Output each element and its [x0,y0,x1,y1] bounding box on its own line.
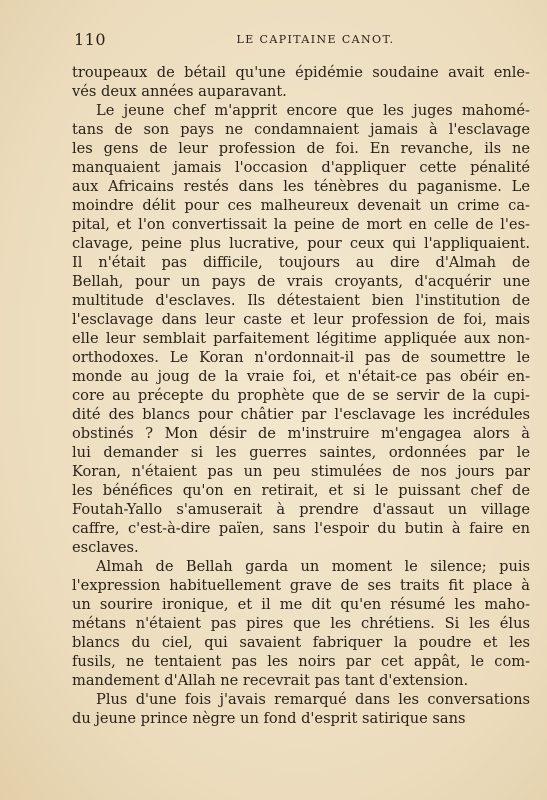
text-line: dité des blancs pour châtier par l'esclavage les incrédules [72,406,530,423]
text-line: Le jeune chef m'apprit encore que les juges mahomé- [96,102,530,119]
text-line: Plus d'une fois j'avais remarqué dans les conversations [96,691,530,708]
text-line: métans n'étaient pas pires que les chrétiens. Si les élus [72,615,530,632]
text-line: clavage, peine plus lucrative, pour ceux qui l'appliquaient. [72,235,530,252]
page-number: 110 [74,30,107,49]
text-line: tans de son pays ne condamnaient jamais à l'esclavage [72,121,530,138]
text-line: les bénéfices qu'on en retirait, et si le puissant chef de [72,482,530,499]
paragraph [72,557,530,690]
text-line: Koran, n'étaient pas un peu stimulées de nos jours par [72,463,530,480]
text-line: du jeune prince nègre un fond d'esprit satirique sans [72,710,466,727]
text-line: Bellah, pour un pays de vrais croyants, d'acquérir une [72,273,530,290]
text-line: orthodoxes. Le Koran n'ordonnait-il pas de soumettre le [72,349,530,366]
body-text [72,63,530,728]
text-line: manquaient jamais l'occasion d'appliquer cette pénalité [72,159,530,176]
text-line: lui demander si les guerres saintes, ordonnées par le [72,444,530,461]
text-line: multitude d'esclaves. Ils détestaient bien l'institution de [72,292,530,309]
text-line: Almah de Bellah garda un moment le silence; puis [96,558,530,575]
text-line: l'esclavage dans leur caste et leur profession de foi, mais [72,311,530,328]
text-line: aux Africains restés dans les ténèbres du paganisme. Le [72,178,530,195]
text-line: elle leur semblait parfaitement légitime appliquée aux non- [72,330,530,347]
text-line: un sourire ironique, et il me dit qu'en résumé les maho- [72,596,530,613]
text-line: mandement d'Allah ne recevrait pas tant d'extension. [72,672,469,689]
text-line: moindre délit pour ces malheureux devenait un crime ca- [72,197,530,214]
text-line: obstinés ? Mon désir de m'instruire m'engagea alors à [72,425,530,442]
text-line: Foutah-Yallo s'amuserait à prendre d'assaut un village [72,501,530,518]
paragraph [72,63,530,101]
text-line: pital, et l'on convertissait la peine de mort en celle de l'es- [72,216,530,233]
text-line: troupeaux de bétail qu'une épidémie soudaine avait enle- [72,64,530,81]
text-line: vés deux années auparavant. [72,83,287,100]
text-line: Il n'était pas difficile, toujours au dire d'Almah de [72,254,530,271]
text-line: les gens de leur profession de foi. En revanche, ils ne [72,140,530,157]
running-title: LE CAPITAINE CANOT. [236,33,395,46]
text-line: monde au joug de la vraie foi, et n'était-ce pas obéir en- [72,368,530,385]
text-line: blancs du ciel, qui savaient fabriquer la poudre et les [72,634,530,651]
text-line: caffre, c'est-à-dire païen, sans l'espoir du butin à faire en [72,520,530,537]
page-header [74,30,517,52]
paragraph [72,101,530,557]
text-line: l'expression habituellement grave de ses traits fit place à [72,577,530,594]
text-line: fusils, ne tentaient pas les noirs par cet appât, le com- [72,653,530,670]
text-line: esclaves. [72,539,139,556]
paragraph [72,690,530,728]
text-line: core au précepte du prophète que de se servir de la cupi- [72,387,530,404]
